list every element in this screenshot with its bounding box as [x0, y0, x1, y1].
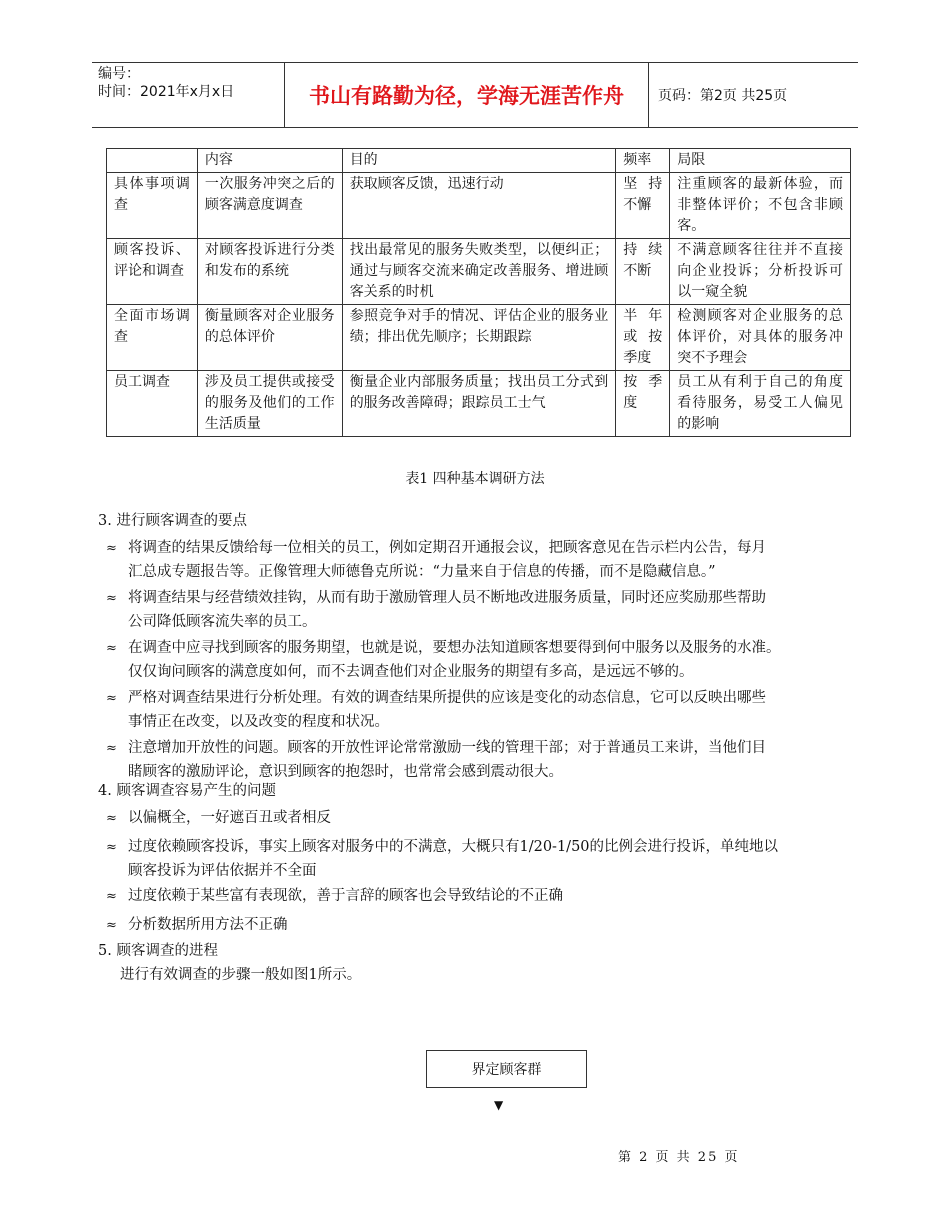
table-cell: 员工从有利于自己的角度看待服务，易受工人偏见的影响: [670, 371, 851, 437]
header-meta: [92, 63, 285, 127]
table-cell: 坚持不懈: [616, 173, 670, 239]
research-methods-table: [106, 148, 851, 437]
table-cell: 衡量顾客对企业服务的总体评价: [197, 305, 342, 371]
bullet-icon: ≈: [106, 691, 117, 706]
table-cell: 参照竞争对手的情况、评估企业的服务业绩；排出优先顺序；长期跟踪: [342, 305, 616, 371]
list-item-continued: 仅仅询问顾客的满意度如何，而不去调查他们对企业服务的期望有多高，是远远不够的。: [128, 664, 694, 680]
list-item: ≈ 分析数据所用方法不正确: [106, 914, 288, 937]
table-cell: 全面市场调查: [107, 305, 198, 371]
table-cell: 员工调查: [107, 371, 198, 437]
table-cell: 持续不断: [616, 239, 670, 305]
table-header-row: [107, 149, 851, 173]
table-row: [107, 371, 851, 437]
table-cell: 检测顾客对企业服务的总体评价，对具体的服务冲突不予理会: [670, 305, 851, 371]
list-item-continued: 睹顾客的激励评论，意识到顾客的抱怨时，也常常会感到震动很大。: [128, 764, 563, 780]
header-motto: 书山有路勤为径，学海无涯苦作舟: [285, 63, 649, 127]
paragraph: 进行有效调查的步骤一般如图1所示。: [120, 967, 362, 983]
list-item: ≈ 注意增加开放性的问题。顾客的开放性评论常常激励一线的管理干部；对于普通员工来讲，当他们目: [106, 737, 766, 760]
table-cell: [107, 149, 198, 173]
list-item: ≈ 过度依赖顾客投诉，事实上顾客对服务中的不满意，大概只有1/20-1/50的比例会进行投诉，单纯地以: [106, 836, 778, 859]
table-cell: 半年或按季度: [616, 305, 670, 371]
list-item: ≈ 过度依赖于某些富有表现欲，善于言辞的顾客也会导致结论的不正确: [106, 885, 563, 908]
page-header: [92, 62, 858, 128]
page-footer: 第 2 页 共 25 页: [618, 1150, 740, 1165]
list-item: ≈ 以偏概全，一好遮百丑或者相反: [106, 807, 331, 830]
bullet-icon: ≈: [106, 591, 117, 606]
table-cell: 顾客投诉、评论和调查: [107, 239, 198, 305]
table-cell: 涉及员工提供或接受的服务及他们的工作生活质量: [197, 371, 342, 437]
bullet-icon: ≈: [106, 641, 117, 656]
list-item-continued: 汇总成专题报告等。正像管理大师德鲁克所说：“力量来自于信息的传播，而不是隐藏信息。”: [128, 564, 716, 580]
list-item: ≈ 将调查结果与经营绩效挂钩，从而有助于激励管理人员不断地改进服务质量，同时还应奖励那些帮助: [106, 587, 766, 610]
section-title: 5. 顾客调查的进程: [98, 943, 218, 959]
list-item-continued: 事情正在改变，以及改变的程度和状况。: [128, 714, 389, 730]
table-row: [107, 239, 851, 305]
flow-arrow-icon: ▼: [494, 1098, 504, 1112]
table-cell: 一次服务冲突之后的顾客满意度调查: [197, 173, 342, 239]
bullet-icon: ≈: [106, 741, 117, 756]
list-item: ≈ 严格对调查结果进行分析处理。有效的调查结果所提供的应该是变化的动态信息，它可以反映出哪些: [106, 687, 766, 710]
list-item-continued: 顾客投诉为评估依据并不全面: [128, 863, 317, 879]
table-cell: 频率: [616, 149, 670, 173]
section-title: 3. 进行顾客调查的要点: [98, 513, 247, 529]
table-cell: 局限: [670, 149, 851, 173]
bullet-icon: ≈: [106, 840, 117, 855]
flow-step-box: 界定顾客群: [426, 1050, 587, 1088]
table-row: [107, 173, 851, 239]
header-page-number: 页码：第2页 共25页: [658, 88, 788, 104]
table-cell: 衡量企业内部服务质量；找出员工分式到的服务改善障碍；跟踪员工士气: [342, 371, 616, 437]
table-cell: 目的: [342, 149, 616, 173]
list-item-continued: 公司降低顾客流失率的员工。: [128, 614, 317, 630]
table-cell: 找出最常见的服务失败类型，以便纠正；通过与顾客交流来确定改善服务、增进顾客关系的时机: [342, 239, 616, 305]
table-cell: 注重顾客的最新体验，而非整体评价；不包含非顾客。: [670, 173, 851, 239]
bullet-icon: ≈: [106, 541, 117, 556]
table-cell: 获取顾客反馈，迅速行动: [342, 173, 616, 239]
list-item: ≈ 将调查的结果反馈给每一位相关的员工，例如定期召开通报会议，把顾客意见在告示栏内公告，每月: [106, 537, 766, 560]
time-label: 时间：2021年x月x日: [98, 84, 235, 100]
table-cell: 具体事项调查: [107, 173, 198, 239]
bullet-icon: ≈: [106, 811, 117, 826]
table-caption: 表1 四种基本调研方法: [405, 471, 545, 487]
list-item: ≈ 在调查中应寻找到顾客的服务期望，也就是说，要想办法知道顾客想要得到何中服务以及服务的水准。: [106, 637, 781, 660]
number-label: 编号：: [98, 66, 140, 82]
bullet-icon: ≈: [106, 889, 117, 904]
bullet-icon: ≈: [106, 918, 117, 933]
table-cell: 对顾客投诉进行分类和发布的系统: [197, 239, 342, 305]
table-row: [107, 305, 851, 371]
table-cell: 按季度: [616, 371, 670, 437]
table-cell: 不满意顾客往往并不直接向企业投诉；分析投诉可以一窥全貌: [670, 239, 851, 305]
section-title: 4. 顾客调查容易产生的问题: [98, 783, 276, 799]
table-cell: 内容: [197, 149, 342, 173]
